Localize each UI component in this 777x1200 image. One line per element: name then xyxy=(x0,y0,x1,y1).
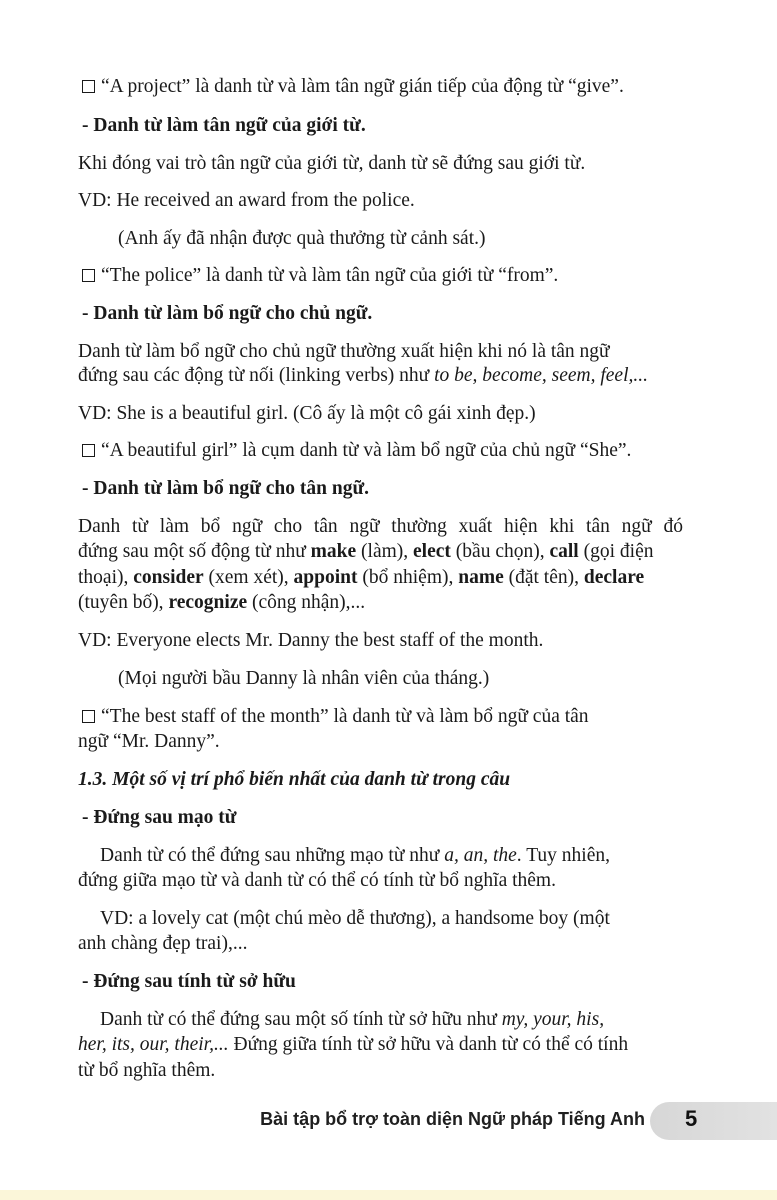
section-heading-subject-complement: - Danh từ làm bổ ngữ cho chủ ngữ. xyxy=(82,303,373,324)
note-line: “The best staff of the month” là danh từ và làm bổ ngữ của tân xyxy=(82,704,589,730)
book-title: Bài tập bổ trợ toàn diện Ngữ pháp Tiếng Anh xyxy=(260,1109,645,1129)
example-line: VD: Everyone elects Mr. Danny the best staff of the month. xyxy=(78,630,544,651)
page-bottom-edge xyxy=(0,1190,777,1200)
note-line: “A project” là danh từ và làm tân ngữ gián tiếp của động từ “give”. xyxy=(82,74,624,100)
example-line: VD: She is a beautiful girl. (Cô ấy là một cô gái xinh đẹp.) xyxy=(78,403,536,424)
example-line-continued: anh chàng đẹp trai),... xyxy=(78,933,248,954)
section-heading-object-complement: - Danh từ làm bổ ngữ cho tân ngữ. xyxy=(82,478,370,499)
note-line: “A beautiful girl” là cụm danh từ và làm bổ ngữ của chủ ngữ “She”. xyxy=(82,438,631,464)
note-line-continued: ngữ “Mr. Danny”. xyxy=(78,731,220,752)
paragraph-text: Danh từ làm bổ ngữ cho tân ngữ thường xuất hiện khi tân ngữ đó xyxy=(78,516,683,537)
paragraph-text: (tuyên bố), recognize (công nhận),... xyxy=(78,592,366,613)
section-heading-object-of-preposition: - Danh từ làm tân ngữ của giới từ. xyxy=(82,115,366,136)
checkbox-square-icon xyxy=(82,269,95,282)
section-heading-noun-positions: 1.3. Một số vị trí phổ biến nhất của danh từ trong câu xyxy=(78,769,511,790)
paragraph-text: đứng sau các động từ nối (linking verbs) như to be, become, seem, feel,... xyxy=(78,365,648,386)
translation-line: (Anh ấy đã nhận được quà thưởng từ cảnh sát.) xyxy=(118,228,486,249)
paragraph-text: Khi đóng vai trò tân ngữ của giới từ, danh từ sẽ đứng sau giới từ. xyxy=(78,153,586,174)
paragraph-text: her, its, our, their,... Đứng giữa tính từ sở hữu và danh từ có thể có tính xyxy=(78,1034,629,1055)
subheading-after-article: - Đứng sau mạo từ xyxy=(82,807,237,828)
subheading-after-possessive: - Đứng sau tính từ sở hữu xyxy=(82,971,296,992)
checkbox-square-icon xyxy=(82,80,95,93)
paragraph-text: Danh từ có thể đứng sau một số tính từ sở hữu như my, your, his, xyxy=(100,1009,605,1030)
paragraph-text: đứng sau một số động từ như make (làm), elect (bầu chọn), call (gọi điện xyxy=(78,541,654,562)
page-footer xyxy=(0,1100,777,1142)
paragraph-text: Danh từ làm bổ ngữ cho chủ ngữ thường xuất hiện khi nó là tân ngữ xyxy=(78,341,610,362)
paragraph-text: Danh từ có thể đứng sau những mạo từ như a, an, the. Tuy nhiên, xyxy=(100,845,610,866)
checkbox-square-icon xyxy=(82,444,95,457)
paragraph-text: từ bổ nghĩa thêm. xyxy=(78,1060,216,1081)
checkbox-square-icon xyxy=(82,710,95,723)
paragraph-text: đứng giữa mạo từ và danh từ có thể có tính từ bổ nghĩa thêm. xyxy=(78,870,556,891)
translation-line: (Mọi người bầu Danny là nhân viên của tháng.) xyxy=(118,668,490,689)
example-line: VD: a lovely cat (một chú mèo dễ thương), a handsome boy (một xyxy=(100,908,610,929)
note-line: “The police” là danh từ và làm tân ngữ của giới từ “from”. xyxy=(82,263,558,289)
example-line: VD: He received an award from the police. xyxy=(78,190,415,211)
paragraph-text: thoại), consider (xem xét), appoint (bổ nhiệm), name (đặt tên), declare xyxy=(78,567,645,588)
page-number-tab xyxy=(650,1102,777,1140)
page-number: 5 xyxy=(685,1106,698,1131)
